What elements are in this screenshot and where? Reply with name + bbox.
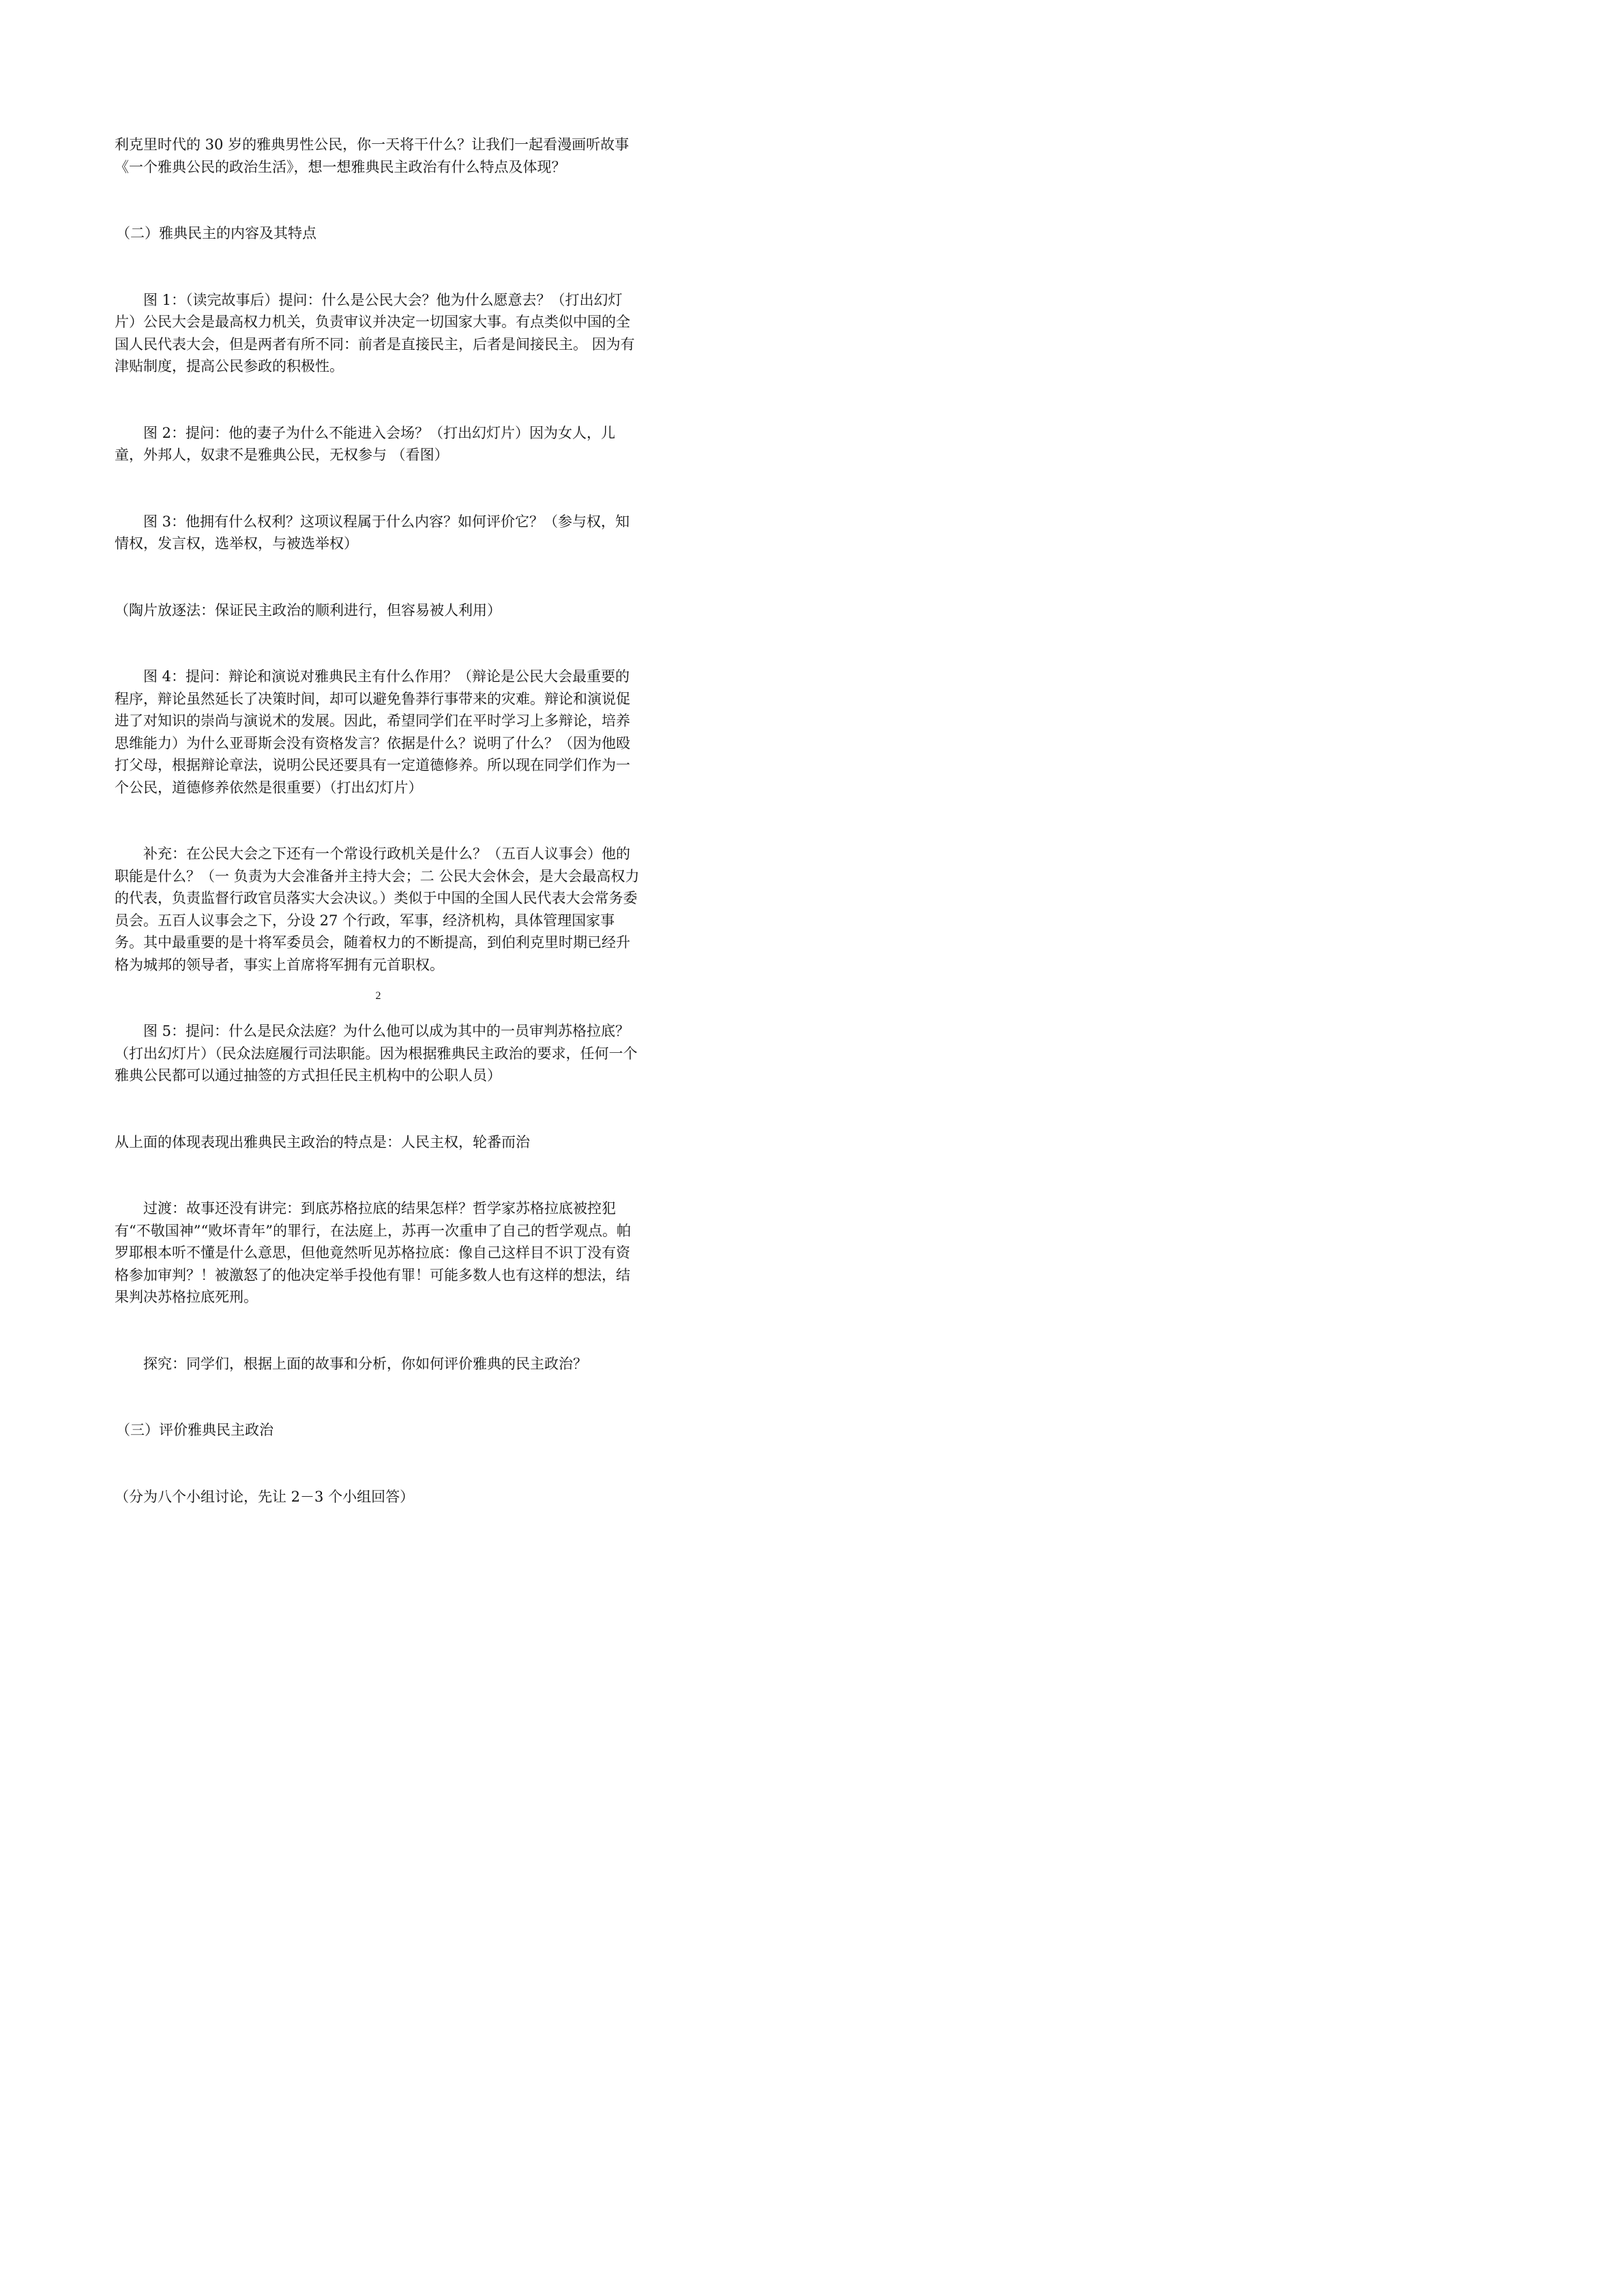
page-number: 2 — [375, 990, 381, 1002]
paragraph-supplement: 补充：在公民大会之下还有一个常设行政机关是什么？（五百人议事会）他的职能是什么？（一 负责为大会准备并主持大会；二 公民大会休会，是大会最高权力的代表，负责监督行政官员落实大会决议。）类似于中国的全国人民代表大会常务委员会。五百人议事会之下，分设 27 个行政，军事，经济机构，具体管理国家事务。其中最重要的是十将军委员会，随着权力的不断提高，到伯利克里时期已经升格为城邦的领导者，事实上首席将军拥有元首职权。 — [115, 846, 640, 973]
paragraph-figure-4: 图 4：提问：辩论和演说对雅典民主有什么作用？（辩论是公民大会最重要的程序，辩论虽然延长了决策时间，却可以避免鲁莽行事带来的灾难。辩论和演说促进了对知识的崇尚与演说术的发展。因此，希望同学们在平时学习上多辩论，培养思维能力）为什么亚哥斯会没有资格发言？依据是什么？说明了什么？（因为他殴打父母，根据辩论章法，说明公民还要具有一定道德修养。所以现在同学们作为一个公民，道德修养依然是很重要）（打出幻灯片） — [115, 668, 630, 796]
paragraph-figure-2: 图 2：提问：他的妻子为什么不能进入会场？（打出幻灯片）因为女人，儿童，外邦人，奴隶不是雅典公民，无权参与 （看图） — [115, 424, 616, 463]
paragraph-transition: 过渡：故事还没有讲完：到底苏格拉底的结果怎样？哲学家苏格拉底被控犯有“不敬国神”“败坏青年”的罪行，在法庭上，苏再一次重申了自己的哲学观点。帕罗耶根本听不懂是什么意思，但他竟然听见苏格拉底：像自己这样目不识丁没有资格参加审判？！被激怒了的他决定举手投他有罪！可能多数人也有这样的想法，结果判决苏格拉底死刑。 — [115, 1200, 631, 1305]
section-heading-3: （三）评价雅典民主政治 — [116, 1422, 274, 1438]
paragraph-characteristics: 从上面的体现表现出雅典民主政治的特点是：人民主权，轮番而治 — [115, 1133, 530, 1150]
document-page — [0, 0, 756, 1505]
paragraph-figure-1: 图 1：（读完故事后）提问：什么是公民大会？他为什么愿意去？（打出幻灯片）公民大会是最高权力机关，负责审议并决定一切国家大事。有点类似中国的全国人民代表大会，但是两者有所不同：前者是直接民主，后者是间接民主。 因为有津贴制度，提高公民参政的积极性。 — [115, 291, 635, 374]
paragraph-group-discussion: （分为八个小组讨论，先让 2－3 个小组回答） — [115, 1488, 415, 1505]
paragraph-inquiry: 探究：同学们，根据上面的故事和分析，你如何评价雅典的民主政治？ — [143, 1355, 587, 1372]
paragraph-figure-5: 图 5：提问：什么是民众法庭？为什么他可以成为其中的一员审判苏格拉底？（打出幻灯片）（民众法庭履行司法职能。因为根据雅典民主政治的要求，任何一个雅典公民都可以通过抽签的方式担任民主机构中的公职人员） — [115, 1023, 638, 1084]
document-body — [115, 89, 643, 1552]
section-heading-2: （二）雅典民主的内容及其特点 — [116, 225, 316, 241]
paragraph-intro: 利克里时代的 30 岁的雅典男性公民，你一天将干什么？让我们一起看漫画听故事《一个雅典公民的政治生活》，想一想雅典民主政治有什么特点及体现？ — [115, 136, 630, 175]
paragraph-figure-3: 图 3：他拥有什么权利？这项议程属于什么内容？如何评价它？（参与权，知情权，发言权，选举权，与被选举权） — [115, 513, 630, 552]
paragraph-ostracism-note: （陶片放逐法：保证民主政治的顺利进行，但容易被人利用） — [115, 601, 501, 618]
